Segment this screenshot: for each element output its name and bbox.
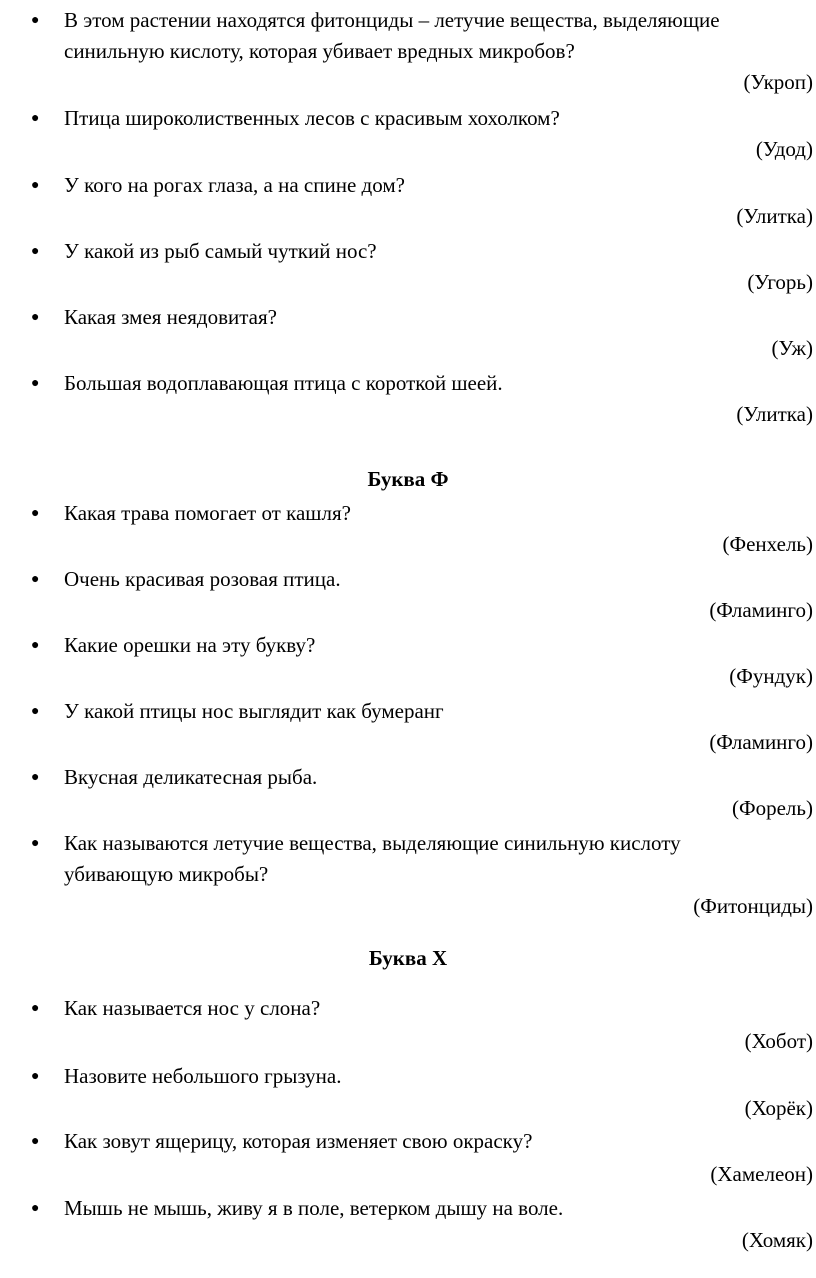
- bullet-icon: ●: [31, 1201, 40, 1216]
- bullet-icon: ●: [31, 572, 40, 587]
- question-text: Мышь не мышь, живу я в поле, ветерком дышу на воле.: [64, 1196, 564, 1220]
- bullet-icon: ●: [31, 704, 40, 719]
- bullet-icon: ●: [31, 1069, 40, 1084]
- answer-text: (Хобот): [744, 1029, 813, 1053]
- bullet-icon: ●: [31, 506, 40, 521]
- question-text: Как зовут ящерицу, которая изменяет свою окраску?: [64, 1129, 533, 1153]
- answer-text: (Форель): [732, 796, 813, 820]
- answer-text: (Уж): [771, 336, 813, 360]
- answer-text: (Фенхель): [722, 532, 813, 556]
- answer-text: (Хорёк): [744, 1096, 813, 1120]
- answer-text: (Улитка): [736, 402, 813, 426]
- answer-text: (Укроп): [743, 70, 813, 94]
- question-text: Как называются летучие вещества, выделяющие синильную кислоту убивающую микробы?: [64, 831, 681, 886]
- answer-text: (Хамелеон): [710, 1162, 813, 1186]
- question-text: У какой из рыб самый чуткий нос?: [64, 239, 377, 263]
- question-text: Какие орешки на эту букву?: [64, 633, 316, 657]
- section-heading: Буква Ф: [367, 467, 449, 491]
- question-text: Как называется нос у слона?: [64, 996, 321, 1020]
- answer-text: (Фитонциды): [693, 894, 813, 918]
- answer-text: (Улитка): [736, 204, 813, 228]
- bullet-icon: ●: [31, 310, 40, 325]
- question-text: В этом растении находятся фитонциды – летучие вещества, выделяющие синильную кислоту, которая убивает вредных микробов?: [64, 8, 720, 63]
- question-text: Какая трава помогает от кашля?: [64, 501, 351, 525]
- answer-text: (Удод): [755, 137, 813, 161]
- question-text: Вкусная деликатесная рыба.: [64, 765, 318, 789]
- bullet-icon: ●: [31, 244, 40, 259]
- section-heading: Буква Х: [368, 946, 448, 970]
- answer-text: (Фундук): [729, 664, 813, 688]
- answer-text: (Хомяк): [741, 1228, 813, 1252]
- bullet-icon: ●: [31, 1001, 40, 1016]
- answer-text: (Угорь): [747, 270, 813, 294]
- bullet-icon: ●: [31, 638, 40, 653]
- answer-text: (Фламинго): [709, 730, 813, 754]
- question-text: Большая водоплавающая птица с короткой шеей.: [64, 371, 503, 395]
- bullet-icon: ●: [31, 770, 40, 785]
- bullet-icon: ●: [31, 1134, 40, 1149]
- bullet-icon: ●: [31, 13, 40, 28]
- question-text: Какая змея неядовитая?: [64, 305, 277, 329]
- question-text: Очень красивая розовая птица.: [64, 567, 341, 591]
- bullet-icon: ●: [31, 111, 40, 126]
- question-text: Назовите небольшого грызуна.: [64, 1064, 342, 1088]
- bullet-icon: ●: [31, 836, 40, 851]
- question-text: У кого на рогах глаза, а на спине дом?: [64, 173, 405, 197]
- bullet-icon: ●: [31, 376, 40, 391]
- question-text: У какой птицы нос выглядит как бумеранг: [64, 699, 444, 723]
- answer-text: (Фламинго): [709, 598, 813, 622]
- question-text: Птица широколиственных лесов с красивым хохолком?: [64, 106, 560, 130]
- bullet-icon: ●: [31, 178, 40, 193]
